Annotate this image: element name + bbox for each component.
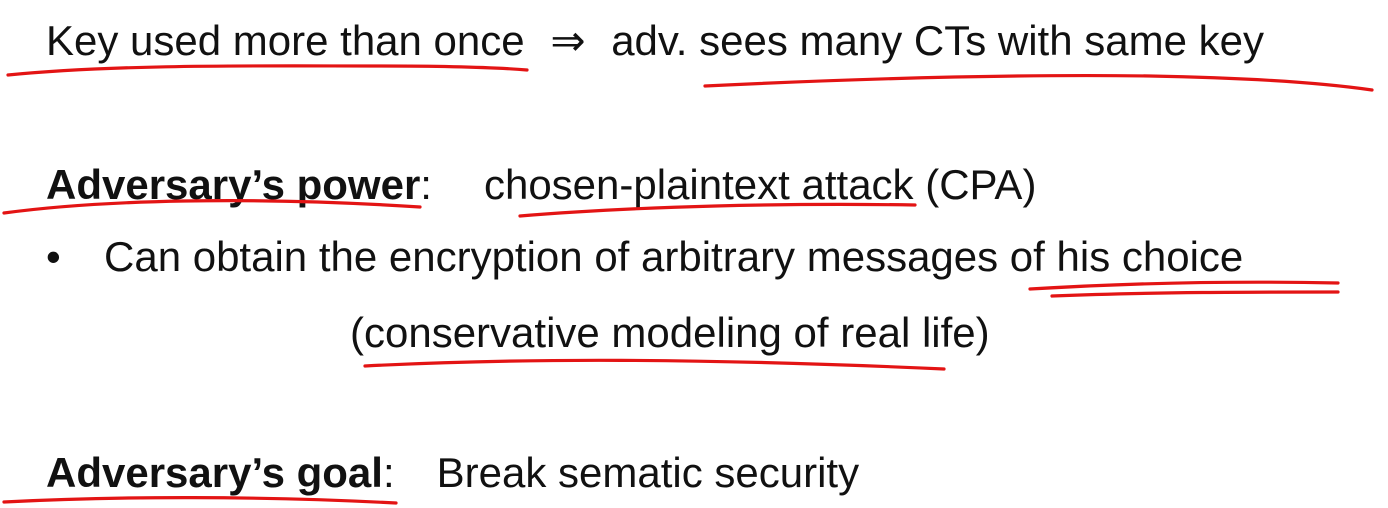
adversary-goal-colon: : — [382, 449, 395, 496]
bullet-continuation: (conservative modeling of real life) — [350, 309, 990, 356]
adversary-power-label: Adversary’s power — [46, 161, 421, 208]
adversary-goal-label: Adversary’s goal — [46, 449, 383, 496]
key-reuse-consequence: adv. sees many CTs with same key — [611, 17, 1264, 64]
implies-arrow: ⇒ — [550, 17, 586, 64]
underline-same-key — [705, 76, 1372, 90]
bullet-marker: • — [46, 233, 61, 280]
underline-adversary-goal — [4, 498, 396, 503]
key-reuse-premise: Key used more than once — [46, 17, 525, 64]
key-reuse-statement — [46, 17, 1264, 64]
bullet-text: Can obtain the encryption of arbitrary messages of his choice — [104, 233, 1244, 280]
underline-key-used — [8, 66, 527, 75]
underline-his-choice — [1030, 282, 1338, 289]
adversary-power-value: chosen-plaintext attack (CPA) — [483, 161, 1037, 208]
adversary-goal-value: Break sematic security — [436, 449, 860, 496]
bullet-item — [46, 233, 1244, 280]
adversary-power-colon: : — [420, 161, 432, 208]
adversary-power-line — [46, 161, 1037, 208]
underline-conservative-modeling — [365, 360, 944, 369]
underline-his-choice-second — [1052, 292, 1338, 296]
adversary-goal-line — [46, 449, 860, 496]
